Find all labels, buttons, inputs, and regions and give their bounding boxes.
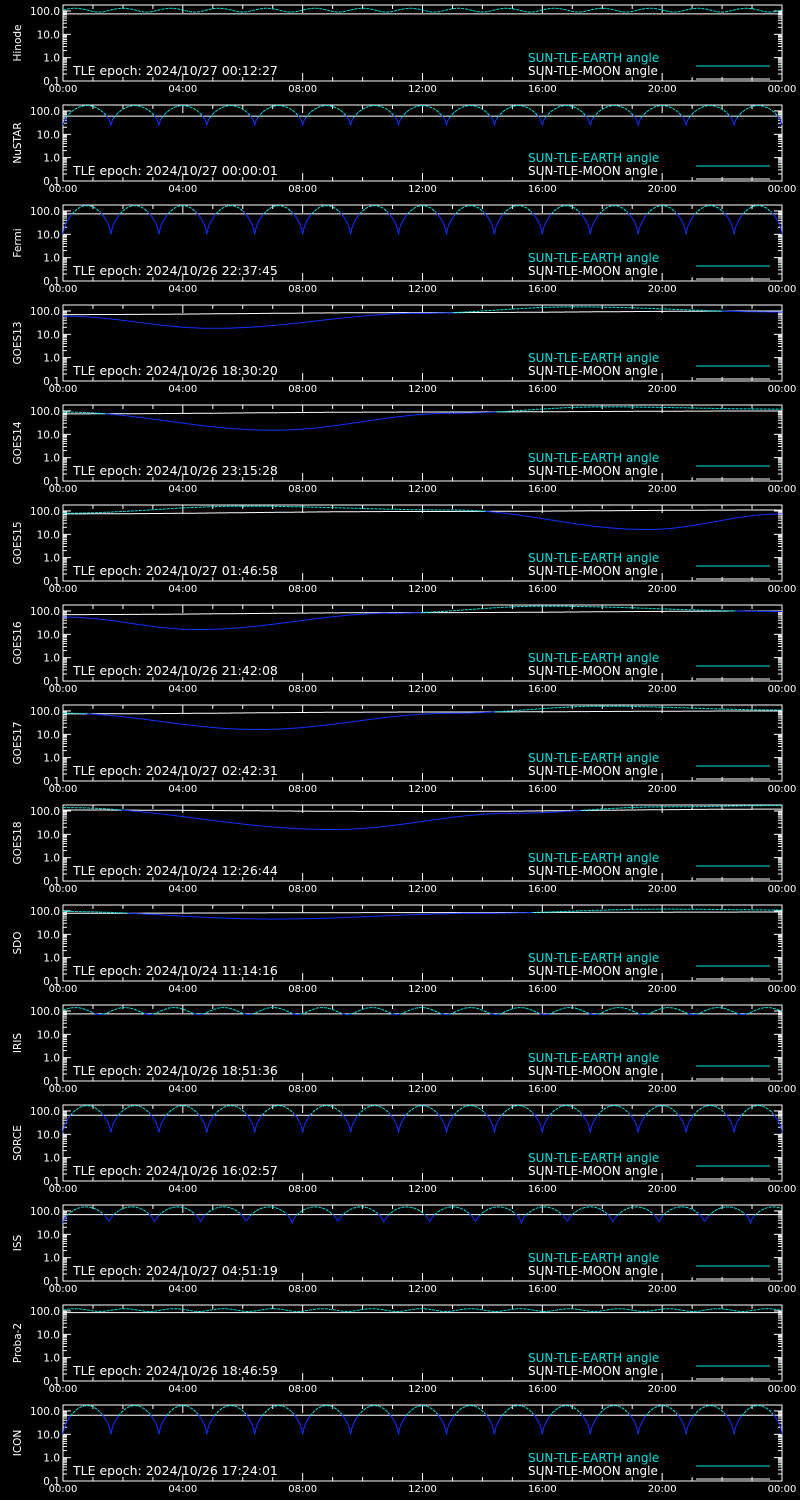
legend-earth-label: SUN-TLE-EARTH angle	[528, 51, 660, 65]
x-tick-label: 16:00	[527, 984, 557, 995]
tle-epoch-text: TLE epoch: 2024/10/27 02:42:31	[73, 763, 278, 778]
x-tick-label: 12:00	[408, 684, 437, 695]
legend-moon-label: SUN-TLE-MOON angle	[528, 864, 658, 878]
chart-panel-iris	[12, 1005, 796, 1095]
x-tick-label: 00:00	[767, 184, 797, 195]
y-tick-label: 0.1	[43, 76, 60, 88]
x-tick-label: 00:00	[767, 584, 797, 595]
x-tick-label: 16:00	[527, 1184, 557, 1195]
y-tick-label: 1.0	[43, 1052, 60, 1065]
y-tick-label: 10.0	[36, 329, 60, 342]
chart-panel-goes14	[12, 405, 796, 495]
x-tick-label: 00:00	[767, 1484, 797, 1495]
chart-panel-goes17	[12, 705, 796, 795]
x-tick-label: 08:00	[288, 1284, 318, 1295]
x-tick-label: 08:00	[288, 484, 318, 495]
y-tick-label: 0.1	[43, 976, 60, 988]
x-tick-label: 16:00	[527, 84, 557, 95]
chart-panel-sorce	[12, 1105, 796, 1195]
tle-epoch-text: TLE epoch: 2024/10/26 16:02:57	[73, 1163, 278, 1178]
x-tick-label: 12:00	[408, 1084, 437, 1095]
y-tick-label: 10.0	[36, 229, 60, 242]
earth-angle-series	[71, 1106, 774, 1116]
x-tick-label: 20:00	[647, 984, 677, 995]
legend-earth-label: SUN-TLE-EARTH angle	[528, 1051, 660, 1065]
x-tick-label: 00:00	[767, 484, 797, 495]
legend-earth-label: SUN-TLE-EARTH angle	[528, 1351, 660, 1365]
y-tick-label: 10.0	[36, 29, 60, 42]
legend-earth-label: SUN-TLE-EARTH angle	[528, 251, 660, 265]
x-tick-label: 04:00	[168, 1484, 198, 1495]
y-tick-label: 100.0	[29, 305, 60, 318]
earth-angle-series	[72, 206, 772, 215]
chart-panel-goes13	[12, 305, 796, 395]
x-tick-label: 00:00	[48, 284, 78, 295]
earth-angle-series-low	[121, 810, 579, 830]
x-tick-label: 04:00	[168, 284, 198, 295]
y-axis-label: NuSTAR	[12, 122, 24, 164]
x-tick-label: 12:00	[408, 284, 437, 295]
tle-epoch-text: TLE epoch: 2024/10/27 01:46:58	[73, 563, 278, 578]
x-tick-label: 20:00	[647, 1484, 677, 1495]
legend-earth-label: SUN-TLE-EARTH angle	[528, 151, 660, 165]
y-tick-label: 0.1	[43, 476, 60, 488]
x-tick-label: 20:00	[647, 484, 677, 495]
x-tick-label: 00:00	[767, 1284, 797, 1295]
x-tick-label: 04:00	[168, 684, 198, 695]
y-tick-label: 10.0	[36, 1029, 60, 1042]
x-tick-label: 00:00	[767, 384, 797, 395]
x-tick-label: 00:00	[48, 584, 78, 595]
y-tick-label: 0.1	[43, 576, 60, 588]
legend-earth-label: SUN-TLE-EARTH angle	[528, 851, 660, 865]
y-tick-label: 100.0	[29, 1005, 60, 1018]
y-tick-label: 100.0	[29, 5, 60, 18]
legend-earth-label: SUN-TLE-EARTH angle	[528, 951, 660, 965]
x-tick-label: 12:00	[408, 1284, 437, 1295]
legend-moon-label: SUN-TLE-MOON angle	[528, 1364, 658, 1378]
chart-panel-goes15	[12, 505, 796, 595]
x-tick-label: 00:00	[48, 384, 78, 395]
x-tick-label: 00:00	[767, 1084, 797, 1095]
y-tick-label: 1.0	[43, 52, 60, 65]
tle-epoch-text: TLE epoch: 2024/10/27 04:51:19	[73, 1263, 278, 1278]
y-tick-label: 1.0	[43, 652, 60, 665]
x-tick-label: 04:00	[168, 884, 198, 895]
earth-angle-series-low	[87, 712, 494, 730]
legend-earth-label: SUN-TLE-EARTH angle	[528, 1151, 660, 1165]
earth-angle-series-low	[63, 1114, 782, 1133]
x-tick-label: 12:00	[408, 1484, 437, 1495]
x-tick-label: 00:00	[48, 784, 78, 795]
x-tick-label: 00:00	[48, 1084, 78, 1095]
y-axis-label: GOES13	[12, 321, 24, 365]
x-tick-label: 16:00	[527, 784, 557, 795]
x-tick-label: 12:00	[408, 84, 437, 95]
x-tick-label: 16:00	[527, 1084, 557, 1095]
tle-epoch-text: TLE epoch: 2024/10/24 12:26:44	[73, 863, 278, 878]
x-tick-label: 00:00	[48, 184, 78, 195]
y-axis-label: GOES15	[12, 521, 24, 565]
y-tick-label: 0.1	[43, 1276, 60, 1288]
x-tick-label: 12:00	[408, 884, 437, 895]
x-tick-label: 12:00	[408, 184, 437, 195]
x-tick-label: 16:00	[527, 1484, 557, 1495]
x-tick-label: 08:00	[288, 584, 318, 595]
y-tick-label: 100.0	[29, 605, 60, 618]
legend-moon-label: SUN-TLE-MOON angle	[528, 164, 658, 178]
x-tick-label: 00:00	[767, 1384, 797, 1395]
x-tick-label: 00:00	[48, 884, 78, 895]
y-tick-label: 1.0	[43, 552, 60, 565]
y-tick-label: 0.1	[43, 676, 60, 688]
tle-epoch-text: TLE epoch: 2024/10/26 17:24:01	[73, 1463, 278, 1478]
x-tick-label: 04:00	[168, 984, 198, 995]
x-tick-label: 12:00	[408, 784, 437, 795]
x-tick-label: 04:00	[168, 84, 198, 95]
legend-earth-label: SUN-TLE-EARTH angle	[528, 1251, 660, 1265]
x-tick-label: 20:00	[647, 1384, 677, 1395]
x-tick-label: 04:00	[168, 584, 198, 595]
y-axis-label: GOES14	[12, 421, 24, 465]
chart-panel-nustar	[12, 105, 796, 195]
x-tick-label: 20:00	[647, 784, 677, 795]
y-tick-label: 10.0	[36, 1129, 60, 1142]
x-tick-label: 16:00	[527, 1384, 557, 1395]
x-tick-label: 00:00	[48, 1484, 78, 1495]
x-tick-label: 16:00	[527, 584, 557, 595]
chart-panel-goes16	[12, 605, 796, 695]
y-tick-label: 0.1	[43, 876, 60, 888]
x-tick-label: 08:00	[288, 1084, 318, 1095]
x-tick-label: 00:00	[767, 284, 797, 295]
tle-epoch-text: TLE epoch: 2024/10/26 18:30:20	[73, 363, 278, 378]
chart-panel-proba-2	[12, 1305, 796, 1395]
y-tick-label: 100.0	[29, 205, 60, 218]
y-tick-label: 10.0	[36, 129, 60, 142]
legend-moon-label: SUN-TLE-MOON angle	[528, 1064, 658, 1078]
x-tick-label: 12:00	[408, 584, 437, 595]
y-tick-label: 100.0	[29, 405, 60, 418]
y-tick-label: 0.1	[43, 776, 60, 788]
y-axis-label: IRIS	[12, 1032, 24, 1054]
x-tick-label: 00:00	[767, 784, 797, 795]
y-axis-label: Proba-2	[12, 1322, 24, 1364]
chart-panel-sdo	[12, 905, 796, 995]
y-axis-label: ISS	[12, 1234, 24, 1252]
y-axis-label: Hinode	[12, 24, 24, 62]
x-tick-label: 00:00	[48, 1284, 78, 1295]
x-tick-label: 20:00	[647, 384, 677, 395]
tle-epoch-text: TLE epoch: 2024/10/26 23:15:28	[73, 463, 278, 478]
legend-moon-label: SUN-TLE-MOON angle	[528, 364, 658, 378]
legend-earth-label: SUN-TLE-EARTH angle	[528, 451, 660, 465]
x-tick-label: 16:00	[527, 284, 557, 295]
legend-moon-label: SUN-TLE-MOON angle	[528, 664, 658, 678]
legend-moon-label: SUN-TLE-MOON angle	[528, 1464, 658, 1478]
x-tick-label: 08:00	[288, 884, 318, 895]
y-tick-label: 10.0	[36, 829, 60, 842]
x-tick-label: 00:00	[767, 684, 797, 695]
x-tick-label: 08:00	[288, 84, 318, 95]
chart-panel-icon	[12, 1405, 796, 1495]
y-tick-label: 1.0	[43, 852, 60, 865]
x-tick-label: 16:00	[527, 684, 557, 695]
x-tick-label: 04:00	[168, 1384, 198, 1395]
x-tick-label: 08:00	[288, 984, 318, 995]
y-tick-label: 1.0	[43, 952, 60, 965]
x-tick-label: 00:00	[767, 1184, 797, 1195]
legend-moon-label: SUN-TLE-MOON angle	[528, 64, 658, 78]
earth-angle-series-low	[485, 511, 782, 529]
x-tick-label: 12:00	[408, 484, 437, 495]
y-tick-label: 0.1	[43, 376, 60, 388]
y-tick-label: 0.1	[43, 276, 60, 288]
legend-earth-label: SUN-TLE-EARTH angle	[528, 651, 660, 665]
y-tick-label: 10.0	[36, 529, 60, 542]
legend-moon-label: SUN-TLE-MOON angle	[528, 1164, 658, 1178]
y-tick-label: 1.0	[43, 1152, 60, 1165]
x-tick-label: 00:00	[48, 984, 78, 995]
y-tick-label: 10.0	[36, 629, 60, 642]
x-tick-label: 16:00	[527, 384, 557, 395]
legend-moon-label: SUN-TLE-MOON angle	[528, 564, 658, 578]
x-tick-label: 16:00	[527, 184, 557, 195]
y-tick-label: 1.0	[43, 1352, 60, 1365]
moon-angle-series	[63, 912, 782, 913]
y-axis-label: GOES17	[12, 721, 24, 765]
y-tick-label: 0.1	[43, 1376, 60, 1388]
y-axis-label: GOES16	[12, 621, 24, 665]
tle-epoch-text: TLE epoch: 2024/10/26 21:42:08	[73, 663, 278, 678]
y-axis-label: Fermi	[12, 228, 24, 258]
x-tick-label: 00:00	[48, 84, 78, 95]
x-tick-label: 08:00	[288, 384, 318, 395]
x-tick-label: 20:00	[647, 284, 677, 295]
tle-epoch-text: TLE epoch: 2024/10/27 00:00:01	[73, 163, 278, 178]
y-tick-label: 100.0	[29, 905, 60, 918]
chart-panel-iss	[12, 1205, 796, 1295]
tle-epoch-text: TLE epoch: 2024/10/26 22:37:45	[73, 263, 278, 278]
y-tick-label: 0.1	[43, 1176, 60, 1188]
legend-moon-label: SUN-TLE-MOON angle	[528, 764, 658, 778]
x-tick-label: 20:00	[647, 584, 677, 595]
y-axis-label: GOES18	[12, 821, 24, 865]
chart-panel-hinode	[12, 5, 796, 95]
earth-angle-series-low	[63, 311, 782, 328]
x-tick-label: 04:00	[168, 1184, 198, 1195]
x-tick-label: 00:00	[48, 684, 78, 695]
chart-panel-fermi	[12, 205, 796, 295]
x-tick-label: 20:00	[647, 884, 677, 895]
x-tick-label: 12:00	[408, 984, 437, 995]
legend-moon-label: SUN-TLE-MOON angle	[528, 964, 658, 978]
x-tick-label: 12:00	[408, 1184, 437, 1195]
tle-epoch-text: TLE epoch: 2024/10/24 11:14:16	[73, 963, 278, 978]
y-tick-label: 1.0	[43, 452, 60, 465]
x-tick-label: 00:00	[767, 884, 797, 895]
tle-epoch-text: TLE epoch: 2024/10/26 18:46:59	[73, 1363, 278, 1378]
y-tick-label: 100.0	[29, 805, 60, 818]
x-tick-label: 12:00	[408, 1384, 437, 1395]
y-tick-label: 100.0	[29, 705, 60, 718]
x-tick-label: 12:00	[408, 384, 437, 395]
y-axis-label: SORCE	[12, 1125, 24, 1161]
y-tick-label: 100.0	[29, 1305, 60, 1318]
y-tick-label: 100.0	[29, 1105, 60, 1118]
earth-angle-series-low	[63, 212, 782, 234]
y-tick-label: 10.0	[36, 729, 60, 742]
y-tick-label: 100.0	[29, 1205, 60, 1218]
legend-moon-label: SUN-TLE-MOON angle	[528, 464, 658, 478]
x-tick-label: 16:00	[527, 884, 557, 895]
y-tick-label: 10.0	[36, 929, 60, 942]
x-tick-label: 08:00	[288, 1484, 318, 1495]
y-axis-label: ICON	[12, 1429, 24, 1457]
y-tick-label: 10.0	[36, 429, 60, 442]
x-tick-label: 00:00	[767, 984, 797, 995]
x-tick-label: 04:00	[168, 484, 198, 495]
earth-angle-series-low	[63, 1414, 782, 1434]
y-tick-label: 10.0	[36, 1429, 60, 1442]
x-tick-label: 20:00	[647, 1084, 677, 1095]
y-tick-label: 100.0	[29, 105, 60, 118]
x-tick-label: 00:00	[48, 1384, 78, 1395]
y-tick-label: 100.0	[29, 505, 60, 518]
x-tick-label: 04:00	[168, 784, 198, 795]
earth-angle-series-low	[105, 412, 496, 430]
y-tick-label: 0.1	[43, 1076, 60, 1088]
x-tick-label: 08:00	[288, 284, 318, 295]
legend-moon-label: SUN-TLE-MOON angle	[528, 264, 658, 278]
x-tick-label: 08:00	[288, 184, 318, 195]
legend-earth-label: SUN-TLE-EARTH angle	[528, 551, 660, 565]
y-tick-label: 1.0	[43, 352, 60, 365]
x-tick-label: 04:00	[168, 184, 198, 195]
y-tick-label: 10.0	[36, 1329, 60, 1342]
x-tick-label: 08:00	[288, 784, 318, 795]
y-tick-label: 10.0	[36, 1229, 60, 1242]
tle-epoch-text: TLE epoch: 2024/10/26 18:51:36	[73, 1063, 278, 1078]
y-tick-label: 1.0	[43, 1252, 60, 1265]
legend-earth-label: SUN-TLE-EARTH angle	[528, 751, 660, 765]
y-tick-label: 1.0	[43, 252, 60, 265]
x-tick-label: 20:00	[647, 1184, 677, 1195]
legend-earth-label: SUN-TLE-EARTH angle	[528, 1451, 660, 1465]
x-tick-label: 20:00	[647, 84, 677, 95]
x-tick-label: 00:00	[767, 84, 797, 95]
x-tick-label: 04:00	[168, 384, 198, 395]
earth-angle-series-low	[63, 116, 782, 125]
y-tick-label: 0.1	[43, 176, 60, 188]
x-tick-label: 16:00	[527, 484, 557, 495]
x-tick-label: 20:00	[647, 184, 677, 195]
x-tick-label: 04:00	[168, 1284, 198, 1295]
x-tick-label: 08:00	[288, 1384, 318, 1395]
y-tick-label: 1.0	[43, 752, 60, 765]
tle-epoch-text: TLE epoch: 2024/10/27 00:12:27	[73, 63, 278, 78]
chart-panel-goes18	[12, 805, 796, 895]
x-tick-label: 16:00	[527, 1284, 557, 1295]
x-tick-label: 20:00	[647, 1284, 677, 1295]
y-tick-label: 1.0	[43, 1452, 60, 1465]
legend-moon-label: SUN-TLE-MOON angle	[528, 1264, 658, 1278]
y-tick-label: 1.0	[43, 152, 60, 165]
y-tick-label: 0.1	[43, 1476, 60, 1488]
y-tick-label: 100.0	[29, 1405, 60, 1418]
x-tick-label: 04:00	[168, 1084, 198, 1095]
y-axis-label: SDO	[12, 931, 24, 955]
x-tick-label: 00:00	[48, 484, 78, 495]
x-tick-label: 00:00	[48, 1184, 78, 1195]
x-tick-label: 20:00	[647, 684, 677, 695]
earth-angle-series	[71, 1406, 774, 1416]
x-tick-label: 08:00	[288, 684, 318, 695]
x-tick-label: 08:00	[288, 1184, 318, 1195]
legend-earth-label: SUN-TLE-EARTH angle	[528, 351, 660, 365]
